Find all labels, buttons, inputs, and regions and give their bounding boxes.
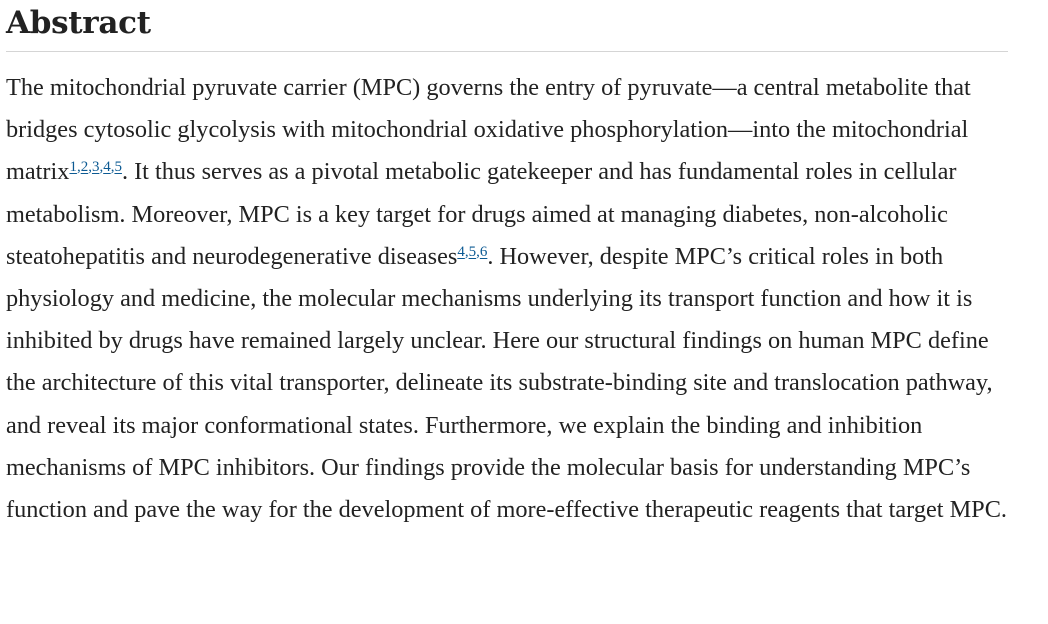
abstract-heading: Abstract <box>6 0 1008 52</box>
citation-link-5[interactable]: 5 <box>114 159 122 176</box>
citation-link-3[interactable]: 3 <box>91 159 100 176</box>
abstract-text-3: . However, despite MPC’s critical roles in both physiology and medicine, the molecular mechanisms underlying its transport function and how it is inhibited by drugs have remained largely unclear. Here our structural findings on human MPC define the architecture of this vital transporter, delineate its substrate-binding site and translocation pathway, and reveal its major conformational states. Furthermore, we explain the binding and inhibition mechanisms of MPC inhibitors. Our findings provide the molecular basis for understanding MPC’s function and pave the way for the development of more-effective therapeutic reagents that target MPC. <box>6 242 1007 524</box>
citation-group-1: 1,2,3,4,5 <box>69 159 122 176</box>
abstract-section <box>6 0 1008 531</box>
abstract-text-2: . It thus serves as a pivotal metabolic gatekeeper and has fundamental roles in cellular metabolism. Moreover, MPC is a key target for drugs aimed at managing diabetes, non-alcoholic steatohepatitis and neurodegenerative diseases <box>6 158 957 270</box>
citation-link-4[interactable]: 4 <box>457 243 465 260</box>
abstract-text-1: The mitochondrial pyruvate carrier (MPC) governs the entry of pyruvate—a central metabolite that bridges cytosolic glycolysis with mitochondrial oxidative phosphorylation—into the mitochondrial matrix <box>6 74 971 186</box>
citation-link-5[interactable]: 5 <box>468 243 477 260</box>
citation-link-1[interactable]: 1 <box>69 159 77 176</box>
citation-link-6[interactable]: 6 <box>479 243 488 260</box>
citation-link-4[interactable]: 4 <box>103 159 111 176</box>
citation-group-2: 4,5,6 <box>457 243 488 260</box>
citation-link-2[interactable]: 2 <box>80 159 89 176</box>
abstract-body <box>6 52 1010 531</box>
